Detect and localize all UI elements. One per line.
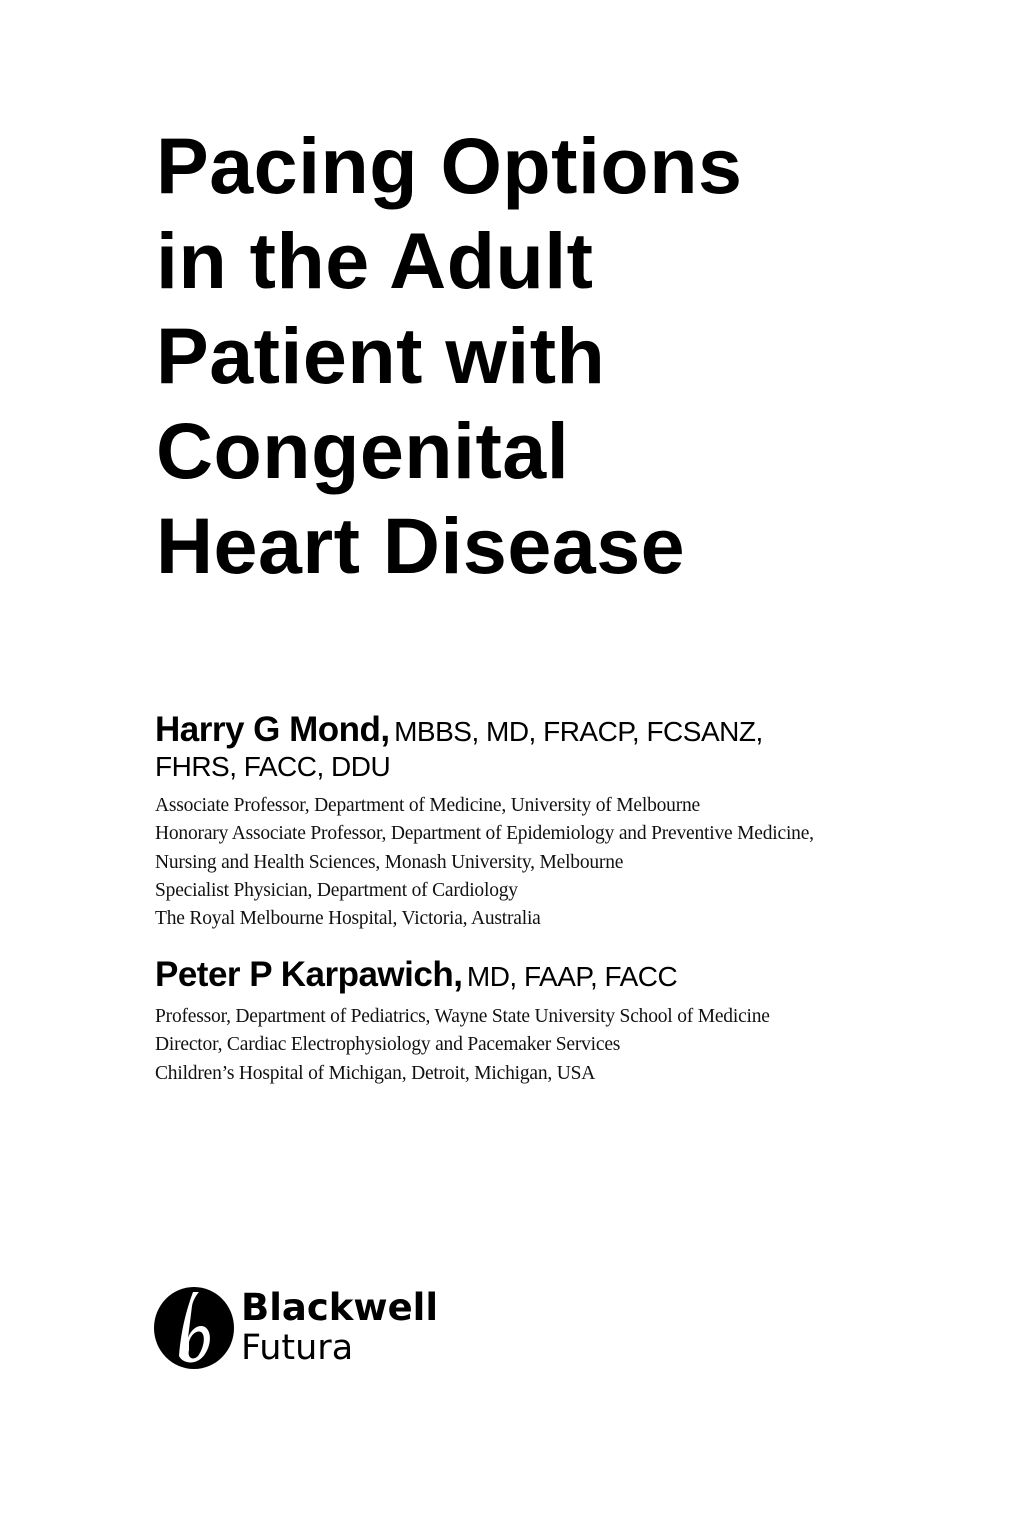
affiliation-line: Professor, Department of Pediatrics, Wayne State University School of Medicine <box>155 1006 770 1027</box>
blackwell-b-logo-icon <box>153 1286 235 1370</box>
author-name: Peter P Karpawich, <box>155 955 463 994</box>
affiliation-line: Honorary Associate Professor, Department of Epidemiology and Preventive Medicine, <box>155 823 814 845</box>
affiliation-line: The Royal Melbourne Hospital, Victoria, Australia <box>155 908 541 930</box>
affiliation-line: Associate Professor, Department of Medicine, University of Melbourne <box>155 795 701 816</box>
author-block <box>155 955 770 1088</box>
publisher-logo <box>153 1286 438 1370</box>
author-affiliations <box>155 792 814 933</box>
author-affiliations <box>155 1003 770 1088</box>
author-name: Harry G Mond, <box>155 710 390 749</box>
affiliation-line: Director, Cardiac Electrophysiology and Pacemaker Services <box>155 1034 621 1056</box>
title-line: Patient with <box>156 311 606 400</box>
book-title <box>156 118 742 593</box>
title-line: in the Adult <box>156 216 594 305</box>
author-credentials: MD, FAAP, FACC <box>466 961 678 992</box>
title-line: Congenital <box>156 406 570 495</box>
title-line: Heart Disease <box>156 501 686 590</box>
affiliation-line: Specialist Physician, Department of Cardiology <box>155 879 518 901</box>
affiliation-line: Children’s Hospital of Michigan, Detroit, Michigan, USA <box>155 1062 596 1084</box>
publisher-name-line2: Futura <box>241 1328 354 1368</box>
author-block <box>155 710 814 933</box>
publisher-name-line1: Blackwell <box>241 1286 439 1329</box>
author-credentials: FHRS, FACC, DDU <box>155 751 391 782</box>
title-line: Pacing Options <box>156 121 743 210</box>
author-credentials: MBBS, MD, FRACP, FCSANZ, <box>394 716 763 747</box>
affiliation-line: Nursing and Health Sciences, Monash University, Melbourne <box>155 851 624 873</box>
